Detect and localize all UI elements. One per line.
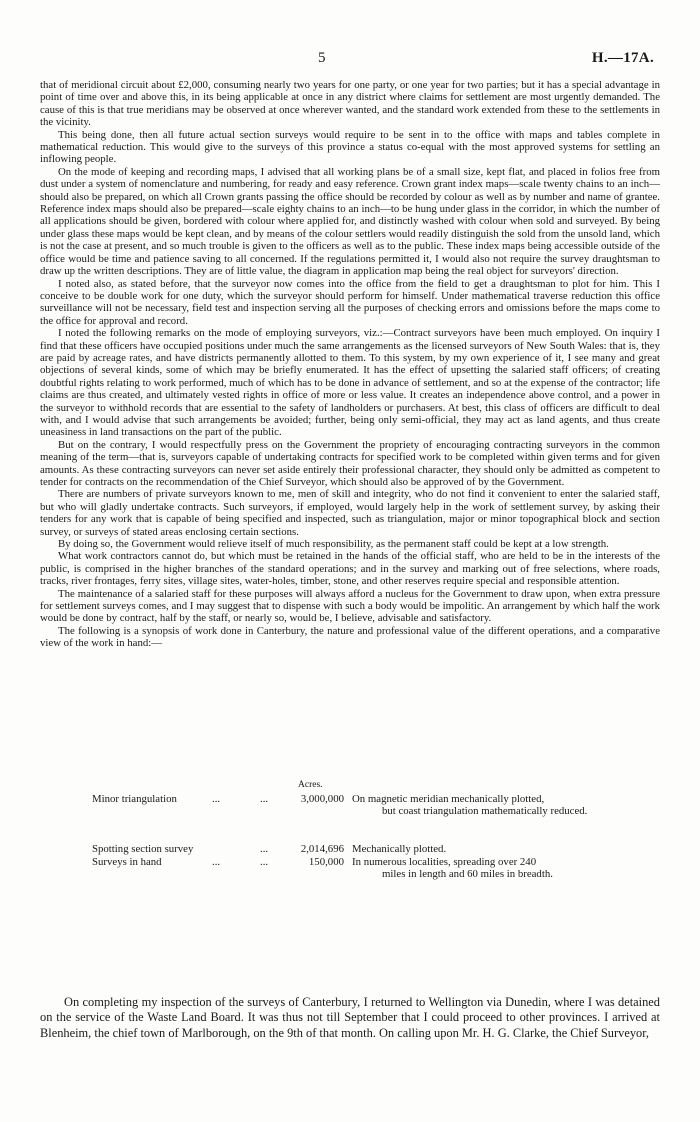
paragraph: On completing my inspection of the surveys of Canterbury, I returned to Wellington via Dunedin, where I was detained on the service of the Waste Land Board. It was thus not till September that I could proceed to other provinces. I arrived at Blenheim, the chief town of Marlborough, on the 9th of that month. On calling upon Mr. H. G. Clarke, the Chief Surveyor,: [40, 995, 660, 1040]
note-continuation: miles in length and 60 miles in breadth.: [382, 868, 553, 881]
paragraph: But on the contrary, I would respectfully press on the Government the propriety of encouraging contracting surveyors in the common meaning of the term—that is, surveyors capable of undertaking contracts for specified work to be completed within given terms and for given amounts. As these contracting surveyors can never set aside entirely their professional character, they should only be admitted as competent to tender for contracts on the recommendation of the Chief Surveyor, which should also be approved of by the Government.: [40, 438, 660, 488]
operation-name: Minor triangulation: [92, 793, 177, 805]
page-number: 5: [318, 50, 326, 66]
paper-reference: H.—17A.: [591, 50, 654, 66]
acreage-value: 150,000: [308, 856, 344, 868]
operation-name: Surveys in hand: [92, 856, 162, 868]
acres-column-header: Acres.: [298, 780, 323, 790]
paragraph: This being done, then all future actual section surveys would require to be sent in to the office with maps and tables complete in mathematical reduction. This would give to the surveys of this province a status co-equal with the most approved systems for settling an inflowing people.: [40, 128, 660, 166]
leader-dots: ...: [212, 793, 221, 805]
paragraph: What work contractors cannot do, but which must be retained in the hands of the official staff, who are held to be in the interests of the public, is comprised in the higher branches of the standard operations; and in the survey and marking out of free selections, where roads, tracks, river frontages, ferry sites, village sites, water-holes, timber, stone, and other reserves require special and responsible attention.: [40, 550, 660, 588]
paragraph: I noted also, as stated before, that the surveyor now comes into the office from the field to get a draughtsman to plot for him. This I conceive to be double work for one duty, which the surveyor should perform for himself. Under mathematical traverse reduction this office surveillance will not be necessary, field test and inspection serving all the purposes of checking errors and omissions before the maps come to the office for approval and record.: [40, 277, 660, 327]
leader-dots: ...: [212, 856, 221, 868]
page-header: [0, 50, 700, 70]
operation-name: Spotting section survey: [92, 843, 194, 855]
operation-note: [352, 843, 652, 855]
acreage-value: 2,014,696: [300, 843, 344, 855]
note-text: In numerous localities, spreading over 240: [352, 856, 537, 868]
operation-note: [352, 793, 652, 818]
leader-dots: ...: [260, 843, 269, 855]
closing-paragraph-block: [40, 995, 660, 1041]
paragraph: On the mode of keeping and recording maps, I advised that all working plans be of a small size, kept flat, and placed in folios free from dust under a system of nomenclature and numbering, for ready and easy reference. Crown grant index maps—scale twenty chains to an inch—should also be prepared, on which all Crown grants passing the office should be recorded by colour as well as by number and name of grantee. Reference index maps should also be prepared—scale eighty chains to an inch—to be hung under glass in the corridor, in which the number of all applications should be given, bordered with colour where applied for, and distinctly washed with colour when sold and surveyed. By being under glass these maps would be kept clean, and by means of the colour settlers would readily distinguish the sold from the unsold land, which is not the case at present, and so much trouble is given to the officers as well as to the public. These index maps being accessible outside of the office would be time and patience saving to all concerned. If the regulations permitted it, I would also not require the survey draughtsman to draw up the written descriptions. They are of little value, the diagram in application map being the real object for surveyors' direction.: [40, 165, 660, 278]
note-text: On magnetic meridian mechanically plotted,: [352, 793, 545, 805]
paragraph: There are numbers of private surveyors known to me, men of skill and integrity, who do not find it convenient to enter the salaried staff, but who will gladly undertake contracts. Such surveyors, if employed, would largely help in the work of settlement survey, by asking their tenders for any work that is capable of being specified and inspected, such as triangulation, major or minor topographical block and section survey, or surveys of stated areas enclosing certain sections.: [40, 488, 660, 538]
acreage-value: 3,000,000: [300, 793, 344, 805]
paragraph: The following is a synopsis of work done in Canterbury, the nature and professional value of the different operations, and a comparative view of the work in hand:—: [40, 624, 660, 650]
operation-note: [352, 856, 652, 881]
paragraph: The maintenance of a salaried staff for these purposes will always afford a nucleus for the Government to draw upon, when extra pressure for settlement surveys comes, and I may suggest that to dispense with such a body would be impolitic. An arrangement by which half the work would be done by contract, half by the staff, or nearly so, would be, I believe, advisable and satisfactory.: [40, 587, 660, 625]
note-text: Mechanically plotted.: [352, 843, 447, 855]
paragraph: that of meridional circuit about £2,000, consuming nearly two years for one party, or one year for two parties; but it has a special advantage in point of time over and above this, in its being applicable at once in any district where claims for settlement are most urgently demanded. The cause of this is that true meridians may be observed at once wherever wanted, and the standard work extended from these to the settlements in the vicinity.: [40, 79, 660, 129]
paragraph: I noted the following remarks on the mode of employing surveyors, viz.:—Contract surveyors have been much employed. On inquiry I find that these officers have occupied positions under much the same arrangements as the licensed surveyors of New South Wales: that is, they are paid by acreage rates, and have districts permanently allotted to them. To this system, by my own experience of it, I see many and great objections of several kinds, some of which may be briefly enumerated. It has the effect of upsetting the salaried staff officers; of creating doubtful rights relating to work performed, much of which has to be done in advance of settlement, and so at the expense of the contractor; life claims are thus created, and ultimately vested rights in office of more or less value. It creates an independence above control, and a power in the surveyor to withhold records that are essential to the safety of landholders or purchasers. At best, this class of officers are difficult to deal with, and I would advise that such arrangements be avoided; further, being only semi-official, they may act as land agents, and thus create uneasiness in land transactions on the part of the public.: [40, 327, 660, 439]
note-continuation: but coast triangulation mathematically reduced.: [382, 805, 588, 818]
leader-dots: ...: [260, 856, 269, 868]
body-text: [40, 79, 660, 650]
leader-dots: ...: [260, 793, 269, 805]
paragraph: By doing so, the Government would relieve itself of much responsibility, as the permanent staff could be kept at a low strength.: [58, 538, 609, 551]
